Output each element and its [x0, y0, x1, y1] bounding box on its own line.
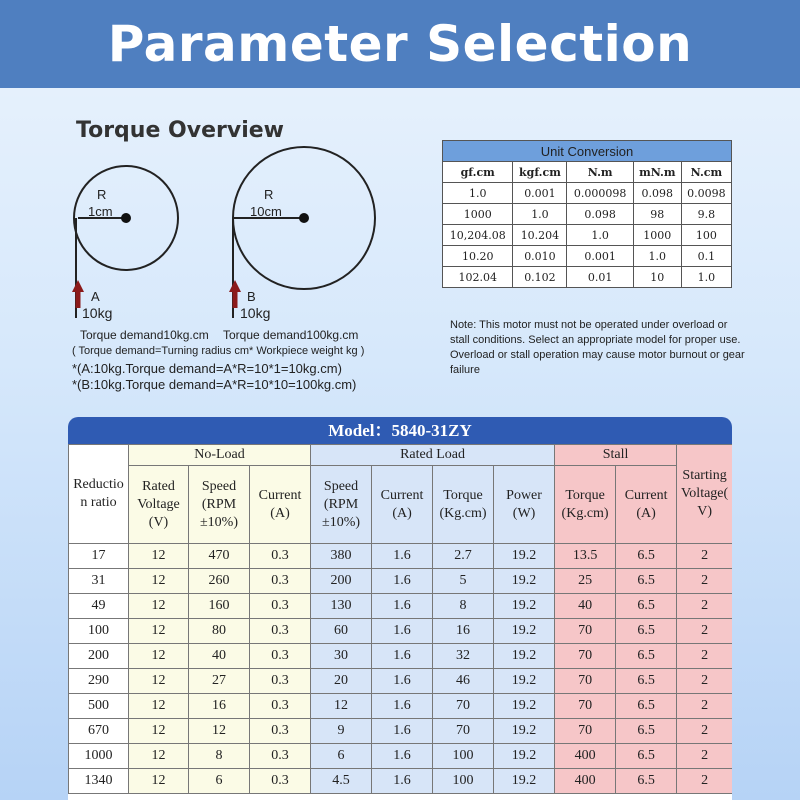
table-row — [69, 619, 733, 644]
table-cell: 6 — [311, 744, 372, 769]
model-spec-table — [68, 444, 732, 794]
unit-conversion-cell: 1.0 — [681, 267, 731, 288]
pulley-a-drawing — [72, 166, 178, 318]
table-cell: 1.6 — [372, 694, 433, 719]
header-stall-torque: Torque (Kg.cm) — [555, 466, 616, 544]
table-row — [69, 544, 733, 569]
table-cell: 1.6 — [372, 569, 433, 594]
weight-b: 10kg — [240, 305, 271, 321]
unit-conversion-cell: 0.01 — [567, 267, 633, 288]
header-stall-current: Current (A) — [616, 466, 677, 544]
unit-conversion-cell: 1.0 — [567, 225, 633, 246]
table-cell: 12 — [129, 769, 189, 794]
torque-overview-title: Torque Overview — [76, 118, 284, 143]
table-row — [69, 644, 733, 669]
table-cell: 0.3 — [250, 694, 311, 719]
table-row — [69, 719, 733, 744]
weight-a: 10kg — [82, 305, 113, 321]
table-cell: 19.2 — [494, 719, 555, 744]
table-cell: 500 — [69, 694, 129, 719]
unit-conversion-cell: 0.001 — [513, 183, 567, 204]
table-cell: 6.5 — [616, 769, 677, 794]
unit-conversion-cell: 1.0 — [443, 183, 513, 204]
table-row — [69, 694, 733, 719]
table-cell: 2.7 — [433, 544, 494, 569]
unit-conversion-cell: 10.204 — [513, 225, 567, 246]
table-cell: 2 — [677, 644, 732, 669]
table-cell: 0.3 — [250, 769, 311, 794]
unit-conversion-table — [442, 140, 732, 288]
unit-conversion-cell: 102.04 — [443, 267, 513, 288]
table-cell: 31 — [69, 569, 129, 594]
table-cell: 200 — [311, 569, 372, 594]
torque-definition: ( Torque demand=Turning radius cm* Workpiece weight kg ) — [72, 345, 365, 357]
operation-note: Note: This motor must not be operated under overload or stall conditions. Select an appropriate model for proper use. Overload or stall operation may cause motor burnout or gear failure — [450, 319, 745, 376]
unit-header: kgf.cm — [513, 162, 567, 183]
table-cell: 4.5 — [311, 769, 372, 794]
table-cell: 70 — [433, 694, 494, 719]
unit-header: N.cm — [681, 162, 731, 183]
table-cell: 46 — [433, 669, 494, 694]
table-cell: 12 — [129, 569, 189, 594]
caption-a: Torque demand10kg.cm — [80, 328, 209, 342]
table-cell: 1.6 — [372, 619, 433, 644]
table-cell: 2 — [677, 544, 732, 569]
table-cell: 1.6 — [372, 744, 433, 769]
table-cell: 0.3 — [250, 594, 311, 619]
table-cell: 2 — [677, 744, 732, 769]
table-cell: 1.6 — [372, 719, 433, 744]
header-starting-voltage: Starting Voltage( V) — [677, 445, 732, 544]
unit-conversion-cell: 100 — [681, 225, 731, 246]
table-cell: 160 — [189, 594, 250, 619]
unit-conversion-row — [443, 204, 732, 225]
table-cell: 1000 — [69, 744, 129, 769]
table-cell: 16 — [189, 694, 250, 719]
table-cell: 100 — [433, 769, 494, 794]
table-cell: 290 — [69, 669, 129, 694]
table-cell: 19.2 — [494, 694, 555, 719]
table-cell: 12 — [129, 669, 189, 694]
unit-conversion-cell: 0.010 — [513, 246, 567, 267]
table-cell: 130 — [311, 594, 372, 619]
table-cell: 6.5 — [616, 719, 677, 744]
table-cell: 40 — [555, 594, 616, 619]
table-cell: 16 — [433, 619, 494, 644]
table-cell: 25 — [555, 569, 616, 594]
unit-conversion-cell: 10 — [633, 267, 681, 288]
header-rated-speed: Speed (RPM ±10%) — [311, 466, 372, 544]
table-cell: 9 — [311, 719, 372, 744]
table-row — [69, 744, 733, 769]
table-cell: 0.3 — [250, 544, 311, 569]
table-cell: 1340 — [69, 769, 129, 794]
table-cell: 1.6 — [372, 644, 433, 669]
table-cell: 27 — [189, 669, 250, 694]
point-label-b: B — [247, 289, 256, 304]
caption-b: Torque demand100kg.cm — [223, 328, 359, 342]
table-row — [69, 569, 733, 594]
unit-header: N.m — [567, 162, 633, 183]
table-cell: 6.5 — [616, 669, 677, 694]
table-cell: 40 — [189, 644, 250, 669]
unit-conversion-cell: 98 — [633, 204, 681, 225]
header-rated-voltage: Rated Voltage (V) — [129, 466, 189, 544]
radius-label-b: R — [264, 187, 274, 202]
table-cell: 200 — [69, 644, 129, 669]
unit-conversion-cell: 1.0 — [633, 246, 681, 267]
table-cell: 12 — [129, 619, 189, 644]
radius-value-a: 1cm — [88, 204, 113, 219]
table-cell: 13.5 — [555, 544, 616, 569]
header-rated-current: Current (A) — [372, 466, 433, 544]
header-reduction-ratio: Reductio n ratio — [69, 445, 129, 544]
model-spec-panel — [68, 417, 732, 800]
table-cell: 19.2 — [494, 619, 555, 644]
group-rated-load: Rated Load — [311, 445, 555, 466]
table-cell: 400 — [555, 769, 616, 794]
header-rated-power: Power (W) — [494, 466, 555, 544]
table-cell: 2 — [677, 694, 732, 719]
header-no-load-speed: Speed (RPM ±10%) — [189, 466, 250, 544]
table-cell: 12 — [129, 719, 189, 744]
page-title: Parameter Selection — [107, 15, 693, 73]
table-cell: 1.6 — [372, 669, 433, 694]
table-cell: 17 — [69, 544, 129, 569]
radius-value-b: 10cm — [250, 204, 282, 219]
table-cell: 2 — [677, 619, 732, 644]
table-cell: 60 — [311, 619, 372, 644]
unit-conversion-row — [443, 267, 732, 288]
table-cell: 30 — [311, 644, 372, 669]
table-cell: 6.5 — [616, 569, 677, 594]
table-cell: 19.2 — [494, 594, 555, 619]
table-cell: 1.6 — [372, 544, 433, 569]
unit-conversion-cell: 1000 — [443, 204, 513, 225]
header-banner — [0, 0, 800, 88]
table-cell: 6.5 — [616, 544, 677, 569]
point-label-a: A — [91, 289, 100, 304]
table-cell: 6.5 — [616, 744, 677, 769]
table-cell: 32 — [433, 644, 494, 669]
unit-header: mN.m — [633, 162, 681, 183]
table-row — [69, 769, 733, 794]
table-cell: 1.6 — [372, 769, 433, 794]
table-row — [69, 669, 733, 694]
table-cell: 12 — [189, 719, 250, 744]
table-cell: 70 — [555, 619, 616, 644]
table-cell: 80 — [189, 619, 250, 644]
table-cell: 2 — [677, 569, 732, 594]
table-cell: 6.5 — [616, 644, 677, 669]
unit-conversion-cell: 9.8 — [681, 204, 731, 225]
table-cell: 2 — [677, 594, 732, 619]
torque-diagram — [0, 140, 420, 320]
unit-conversion-cell: 10.20 — [443, 246, 513, 267]
table-cell: 100 — [69, 619, 129, 644]
table-cell: 70 — [433, 719, 494, 744]
unit-conversion-cell: 0.1 — [681, 246, 731, 267]
table-cell: 0.3 — [250, 619, 311, 644]
table-cell: 12 — [129, 694, 189, 719]
unit-conversion-row — [443, 183, 732, 204]
table-row — [69, 594, 733, 619]
group-no-load: No-Load — [129, 445, 311, 466]
table-cell: 0.3 — [250, 669, 311, 694]
table-cell: 12 — [311, 694, 372, 719]
unit-conversion-row — [443, 246, 732, 267]
formula-a: *(A:10kg.Torque demand=A*R=10*1=10kg.cm) — [72, 361, 342, 376]
table-cell: 12 — [129, 744, 189, 769]
group-stall: Stall — [555, 445, 677, 466]
table-cell: 20 — [311, 669, 372, 694]
table-cell: 19.2 — [494, 769, 555, 794]
unit-conversion-cell: 0.000098 — [567, 183, 633, 204]
header-rated-torque: Torque (Kg.cm) — [433, 466, 494, 544]
unit-conversion-row — [443, 225, 732, 246]
table-cell: 70 — [555, 694, 616, 719]
table-cell: 670 — [69, 719, 129, 744]
table-cell: 100 — [433, 744, 494, 769]
table-cell: 380 — [311, 544, 372, 569]
table-cell: 2 — [677, 719, 732, 744]
table-cell: 0.3 — [250, 744, 311, 769]
table-cell: 12 — [129, 544, 189, 569]
table-cell: 1.6 — [372, 594, 433, 619]
table-cell: 0.3 — [250, 569, 311, 594]
unit-conversion-cell: 0.102 — [513, 267, 567, 288]
table-cell: 70 — [555, 669, 616, 694]
table-cell: 8 — [433, 594, 494, 619]
table-cell: 5 — [433, 569, 494, 594]
arrow-up-icon — [229, 280, 241, 292]
table-cell: 470 — [189, 544, 250, 569]
table-cell: 6.5 — [616, 594, 677, 619]
table-cell: 6.5 — [616, 694, 677, 719]
unit-conversion-cell: 0.001 — [567, 246, 633, 267]
table-cell: 0.3 — [250, 644, 311, 669]
unit-conversion-cell: 1.0 — [513, 204, 567, 225]
table-cell: 6 — [189, 769, 250, 794]
unit-conversion-cell: 1000 — [633, 225, 681, 246]
table-cell: 19.2 — [494, 544, 555, 569]
table-cell: 12 — [129, 644, 189, 669]
unit-conversion-cell: 0.0098 — [681, 183, 731, 204]
table-cell: 0.3 — [250, 719, 311, 744]
unit-conversion-title: Unit Conversion — [443, 141, 732, 162]
radius-label-a: R — [97, 187, 107, 202]
table-cell: 19.2 — [494, 569, 555, 594]
header-no-load-current: Current (A) — [250, 466, 311, 544]
arrow-up-icon — [72, 280, 84, 292]
table-cell: 49 — [69, 594, 129, 619]
table-cell: 260 — [189, 569, 250, 594]
unit-conversion-cell: 0.098 — [633, 183, 681, 204]
table-cell: 6.5 — [616, 619, 677, 644]
table-cell: 19.2 — [494, 644, 555, 669]
unit-conversion-cell: 0.098 — [567, 204, 633, 225]
table-cell: 8 — [189, 744, 250, 769]
table-cell: 19.2 — [494, 669, 555, 694]
table-cell: 70 — [555, 719, 616, 744]
unit-header: gf.cm — [443, 162, 513, 183]
formula-b: *(B:10kg.Torque demand=A*R=10*10=100kg.cm) — [72, 377, 357, 392]
table-cell: 12 — [129, 594, 189, 619]
model-title: Model：5840-31ZY — [68, 417, 732, 444]
table-cell: 2 — [677, 669, 732, 694]
table-cell: 2 — [677, 769, 732, 794]
table-cell: 70 — [555, 644, 616, 669]
unit-conversion-cell: 10,204.08 — [443, 225, 513, 246]
table-cell: 19.2 — [494, 744, 555, 769]
table-cell: 400 — [555, 744, 616, 769]
